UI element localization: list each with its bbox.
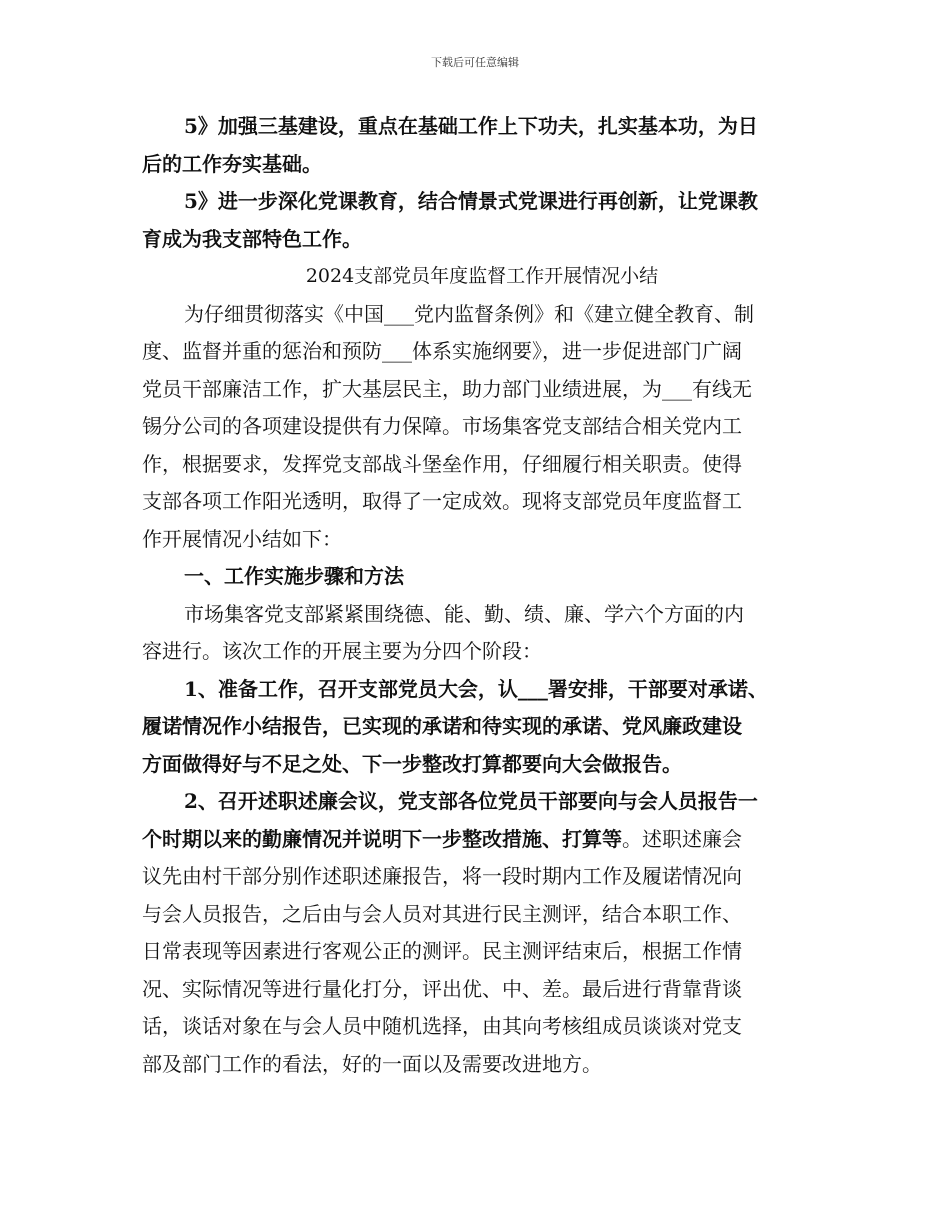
paragraph-line: 党员干部廉洁工作，扩大基层民主，助力部门业绩进展，为___有线无 bbox=[142, 376, 752, 401]
page-header: 下载后可任意编辑 bbox=[431, 56, 519, 69]
paragraph-line: 为仔细贯彻落实《中国___党内监督条例》和《建立健全教育、制 bbox=[184, 301, 754, 326]
normal-segment: 。述职述廉会 bbox=[622, 826, 742, 851]
paragraph-line: 履诺情况作小结报告，已实现的承诺和待实现的承诺、党风廉政建设 bbox=[142, 714, 742, 738]
section-heading: 一、工作实施步骤和方法 bbox=[184, 564, 404, 588]
paragraph-line: 议先由村干部分别作述职述廉报告，将一段时期内工作及履诺情况向 bbox=[142, 864, 742, 888]
paragraph-line: 话，谈话对象在与会人员中随机选择，由其向考核组成员谈谈对党支 bbox=[142, 1014, 742, 1038]
paragraph-line: 部及部门工作的看法，好的一面以及需要改进地方。 bbox=[142, 1051, 602, 1076]
paragraph-line: 1、准备工作，召开支部党员大会，认___署安排，干部要对承诺、 bbox=[184, 676, 768, 701]
document-body bbox=[142, 108, 822, 1083]
paragraph-line: 锡分公司的各项建设提供有力保障。市场集客党支部结合相关党内工 bbox=[142, 414, 742, 438]
paragraph-line: 况、实际情况等进行量化打分，评出优、中、差。最后进行背靠背谈 bbox=[142, 976, 742, 1001]
paragraph-line: 度、监督并重的惩治和预防___体系实施纲要》，进一步促进部门广阔 bbox=[142, 339, 742, 363]
paragraph-line: 育成为我支部特色工作。 bbox=[142, 226, 362, 251]
paragraph-line: 日常表现等因素进行客观公正的测评。民主测评结束后，根据工作情 bbox=[142, 939, 742, 963]
paragraph-line: 2、召开述职述廉会议，党支部各位党员干部要向与会人员报告一 bbox=[184, 789, 758, 813]
paragraph-line: 市场集客党支部紧紧围绕德、能、勤、绩、廉、学六个方面的内 bbox=[184, 601, 744, 626]
paragraph-line: 作开展情况小结如下： bbox=[142, 526, 342, 551]
paragraph-line: 5》加强三基建设，重点在基础工作上下功夫，扎实基本功，为日 bbox=[184, 114, 758, 138]
paragraph-line: 5》进一步深化党课教育，结合情景式党课进行再创新，让党课教 bbox=[184, 189, 758, 213]
paragraph-line: 容进行。该次工作的开展主要为分四个阶段： bbox=[142, 639, 542, 663]
paragraph-line: 与会人员报告，之后由与会人员对其进行民主测评，结合本职工作、 bbox=[142, 901, 742, 926]
bold-segment: 个时期以来的勤廉情况并说明下一步整改措施、打算等 bbox=[142, 826, 622, 851]
paragraph-line: 后的工作夯实基础。 bbox=[142, 151, 322, 176]
paragraph-line: 支部各项工作阳光透明，取得了一定成效。现将支部党员年度监督工 bbox=[142, 489, 742, 513]
paragraph-line: 方面做得好与不足之处、下一步整改打算都要向大会做报告。 bbox=[142, 751, 682, 776]
paragraph-line: 作，根据要求，发挥党支部战斗堡垒作用，仔细履行相关职责。使得 bbox=[142, 451, 742, 476]
section-title: 2024支部党员年度监督工作开展情况小结 bbox=[305, 265, 659, 287]
paragraph-line bbox=[142, 821, 822, 859]
